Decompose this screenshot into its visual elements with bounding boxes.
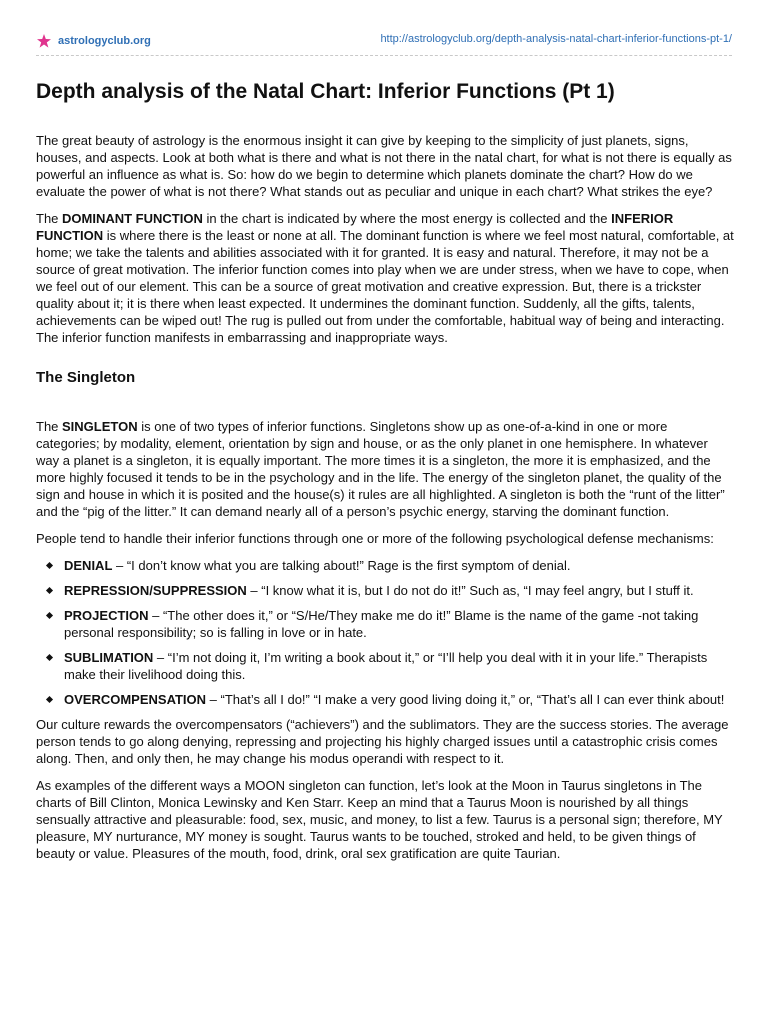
list-item-desc: – “The other does it,” or “S/He/They make me do it!” Blame is the name of the game -not taking personal responsibility; so is falling in love or in hate.	[64, 608, 699, 640]
list-item	[64, 691, 734, 708]
text-span: The	[36, 211, 63, 226]
text-span: The	[36, 419, 63, 434]
list-item-desc: – “I don’t know what you are talking about!” Rage is the first symptom of denial.	[112, 558, 571, 573]
list-item-desc: – “I know what it is, but I do not do it!” Such as, “I may feel angry, but I stuff it.	[246, 583, 694, 598]
article-title: Depth analysis of the Natal Chart: Inferior Functions (Pt 1)	[36, 80, 615, 103]
header-divider	[36, 55, 732, 56]
list-item-term: DENIAL	[64, 558, 113, 573]
culture-paragraph: Our culture rewards the overcompensators (“achievers”) and the sublimators. They are the success stories. The average person tends to go along denying, repressing and projecting his highly charged issues until a catastrophic crisis comes along. Then, and only then, he may change his modus operandi with respect to it.	[36, 717, 729, 766]
site-link[interactable]	[36, 33, 151, 49]
list-item-term: REPRESSION/SUPPRESSION	[64, 583, 247, 598]
page-header	[36, 33, 732, 49]
section-heading: The Singleton	[36, 369, 136, 386]
bold-term: INFERIOR FUNCTION	[36, 211, 674, 243]
text-span: in the chart is indicated by where the most energy is collected and the	[202, 211, 612, 226]
list-item-term: OVERCOMPENSATION	[64, 692, 207, 707]
dominant-function-paragraph	[36, 210, 734, 346]
site-name: astrologyclub.org	[58, 35, 151, 47]
star-logo-icon	[36, 33, 52, 49]
list-item	[64, 582, 734, 599]
moon-examples-paragraph: As examples of the different ways a MOON singleton can function, let’s look at the Moon in Taurus singletons in The charts of Bill Clinton, Monica Lewinsky and Ken Starr. Keep an mind that a Taurus Moon is nourished by all things sensually attractive and pleasurable: food, sex, music, and money, to list a few. Taurus is a personal sign; therefore, MY pleasure, MY nurturance, MY money is sought. Taurus wants to be touched, stroked and held, to be given things of beauty or value. Pleasures of the mouth, food, drink, oral sex gratification are quite Taurian.	[36, 778, 723, 861]
list-item	[64, 557, 734, 574]
page-url-link[interactable]: http://astrologyclub.org/depth-analysis-natal-chart-inferior-functions-pt-1/	[380, 33, 732, 45]
text-span: is one of two types of inferior functions. Singletons show up as one-of-a-kind in one or more categories; by modality, element, orientation by sign and house, or as the only planet in one hemisphere. In whatever way a planet is a singleton, it is equally important. The more times it is a singleton, the more it is emphasized, and the more highly focused it tends to be in the psychology and in the life. The energy of the singleton planet, the quality of the sign and house in which it is posited and the house(s) it rules are all highlighted. A singleton is both the “runt of the litter” and the “pig of the litter.” It can demand nearly all of a person’s psychic energy, starving the dominant function.	[36, 419, 725, 519]
singleton-paragraph	[36, 418, 734, 520]
list-item	[64, 607, 734, 641]
defense-intro-paragraph: People tend to handle their inferior functions through one or more of the following psychological defense mechanisms:	[36, 531, 714, 546]
list-item	[64, 649, 734, 683]
list-item-term: PROJECTION	[64, 608, 149, 623]
bold-term: SINGLETON	[62, 419, 138, 434]
list-item-term: SUBLIMATION	[64, 650, 154, 665]
bold-term: DOMINANT FUNCTION	[62, 211, 203, 226]
text-span: is where there is the least or none at all. The dominant function is where we feel most natural, comfortable, at home; we take the talents and abilities associated with it for granted. It is easy and natural. Therefore, it may not be a source of great motivation. The inferior function comes into play when we are under stress, when we have to cope, when we feel out of our element. This can be a source of great motivation and creative expression. But, there is a trickster quality about it; it is there when least expected. It undermines the dominant function. Suddenly, all the gifts, talents, achievements can be wiped out! The rug is pulled out from under the comfortable, habitual way of being and interacting. The inferior function manifests in embarrassing and inappropriate ways.	[36, 228, 734, 345]
list-item-desc: – “That’s all I do!” “I make a very good living doing it,” or, “That’s all I can ever think about!	[206, 692, 725, 707]
intro-paragraph: The great beauty of astrology is the enormous insight it can give by keeping to the simplicity of just planets, signs, houses, and aspects. Look at both what is there and what is not there in the natal chart, for what is not there is equally as powerful an influence as what is. So: how do we begin to determine which planets dominate the chart? How do we evaluate the power of what is not there? What stands out as peculiar and unique in each chart? What strikes the eye?	[36, 133, 732, 199]
list-item-desc: – “I’m not doing it, I’m writing a book about it,” or “I’ll help you deal with it in your life.” Therapists make their livelihood doing this.	[64, 650, 708, 682]
article	[36, 78, 734, 872]
defense-mechanisms-list	[36, 557, 734, 708]
